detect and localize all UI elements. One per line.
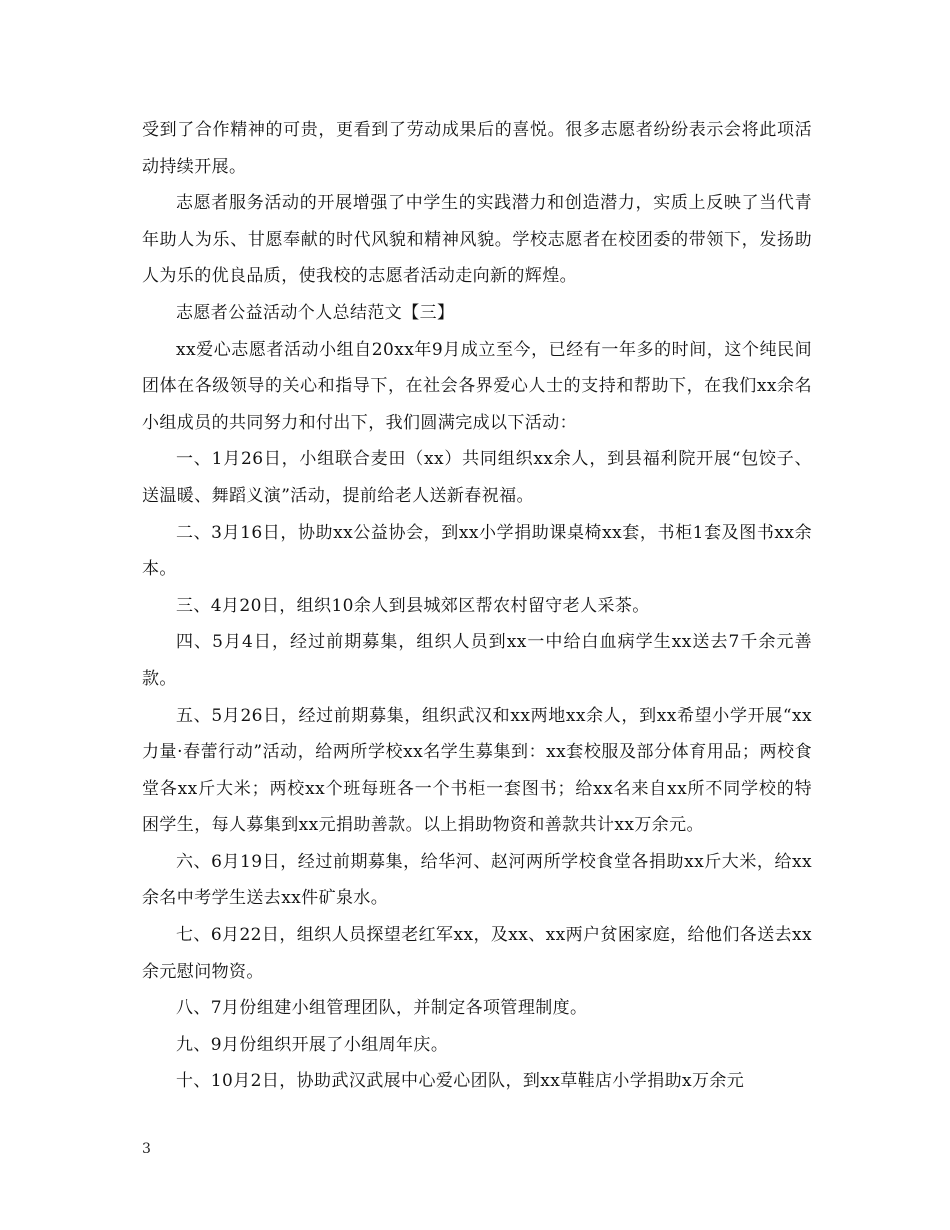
paragraph-2: 志愿者服务活动的开展增强了中学生的实践潜力和创造潜力，实质上反映了当代青年助人为乐、甘愿奉献的时代风貌和精神风貌。学校志愿者在校团委的带领下，发扬助人为乐的优良品质，使我校的志愿者活动走向新的辉煌。 — [142, 193, 812, 287]
paragraph-1: 受到了合作精神的可贵，更看到了劳动成果后的喜悦。很多志愿者纷纷表示会将此项活动持续开展。 — [142, 120, 812, 177]
activity-item-6: 六、6月19日，经过前期募集，给华河、赵河两所学校食堂各捐助xx斤大米，给xx余名中考学生送去xx件矿泉水。 — [142, 851, 812, 909]
paragraph-intro: xx爱心志愿者活动小组自20xx年9月成立至今，已经有一年多的时间，这个纯民间团体在各级领导的关心和指导下，在社会各界爱心人士的支持和帮助下，在我们xx余名小组成员的共同努力和付出下，我们圆满完成以下活动： — [142, 339, 812, 433]
activity-item-7: 七、6月22日，组织人员探望老红军xx，及xx、xx两户贫困家庭，给他们各送去xx余元慰问物资。 — [142, 925, 812, 982]
activity-item-10: 十、10月2日，协助武汉武展中心爱心团队，到xx草鞋店小学捐助x万余元 — [176, 1071, 745, 1092]
activity-item-3: 三、4月20日，组织10余人到县城郊区帮农村留守老人采茶。 — [176, 595, 650, 616]
document-body — [142, 112, 812, 1100]
activity-item-5: 五、5月26日，经过前期募集，组织武汉和xx两地xx余人，到xx希望小学开展“xx力量·春蕾行动”活动，给两所学校xx名学生募集到：xx套校服及部分体育用品；两校食堂各xx斤大米；两校xx个班每班各一个书柜一套图书；给xx名来自xx所不同学校的特困学生，每人募集到xx元捐助善款。以上捐助物资和善款共计xx万余元。 — [142, 705, 812, 836]
activity-item-9: 九、9月份组织开展了小组周年庆。 — [176, 1034, 449, 1055]
page-number: 3 — [142, 1141, 151, 1157]
activity-item-2: 二、3月16日，协助xx公益协会，到xx小学捐助课桌椅xx套，书柜1套及图书xx余本。 — [142, 522, 812, 580]
section-heading: 志愿者公益活动个人总结范文【三】 — [176, 302, 455, 323]
activity-item-4: 四、5月4日，经过前期募集，组织人员到xx一中给白血病学生xx送去7千余元善款。 — [142, 632, 812, 689]
activity-item-8: 八、7月份组建小组管理团队，并制定各项管理制度。 — [176, 998, 588, 1019]
activity-item-1: 一、1月26日，小组联合麦田（xx）共同组织xx余人，到县福利院开展“包饺子、送温暖、舞蹈义演”活动，提前给老人送新春祝福。 — [142, 449, 812, 506]
